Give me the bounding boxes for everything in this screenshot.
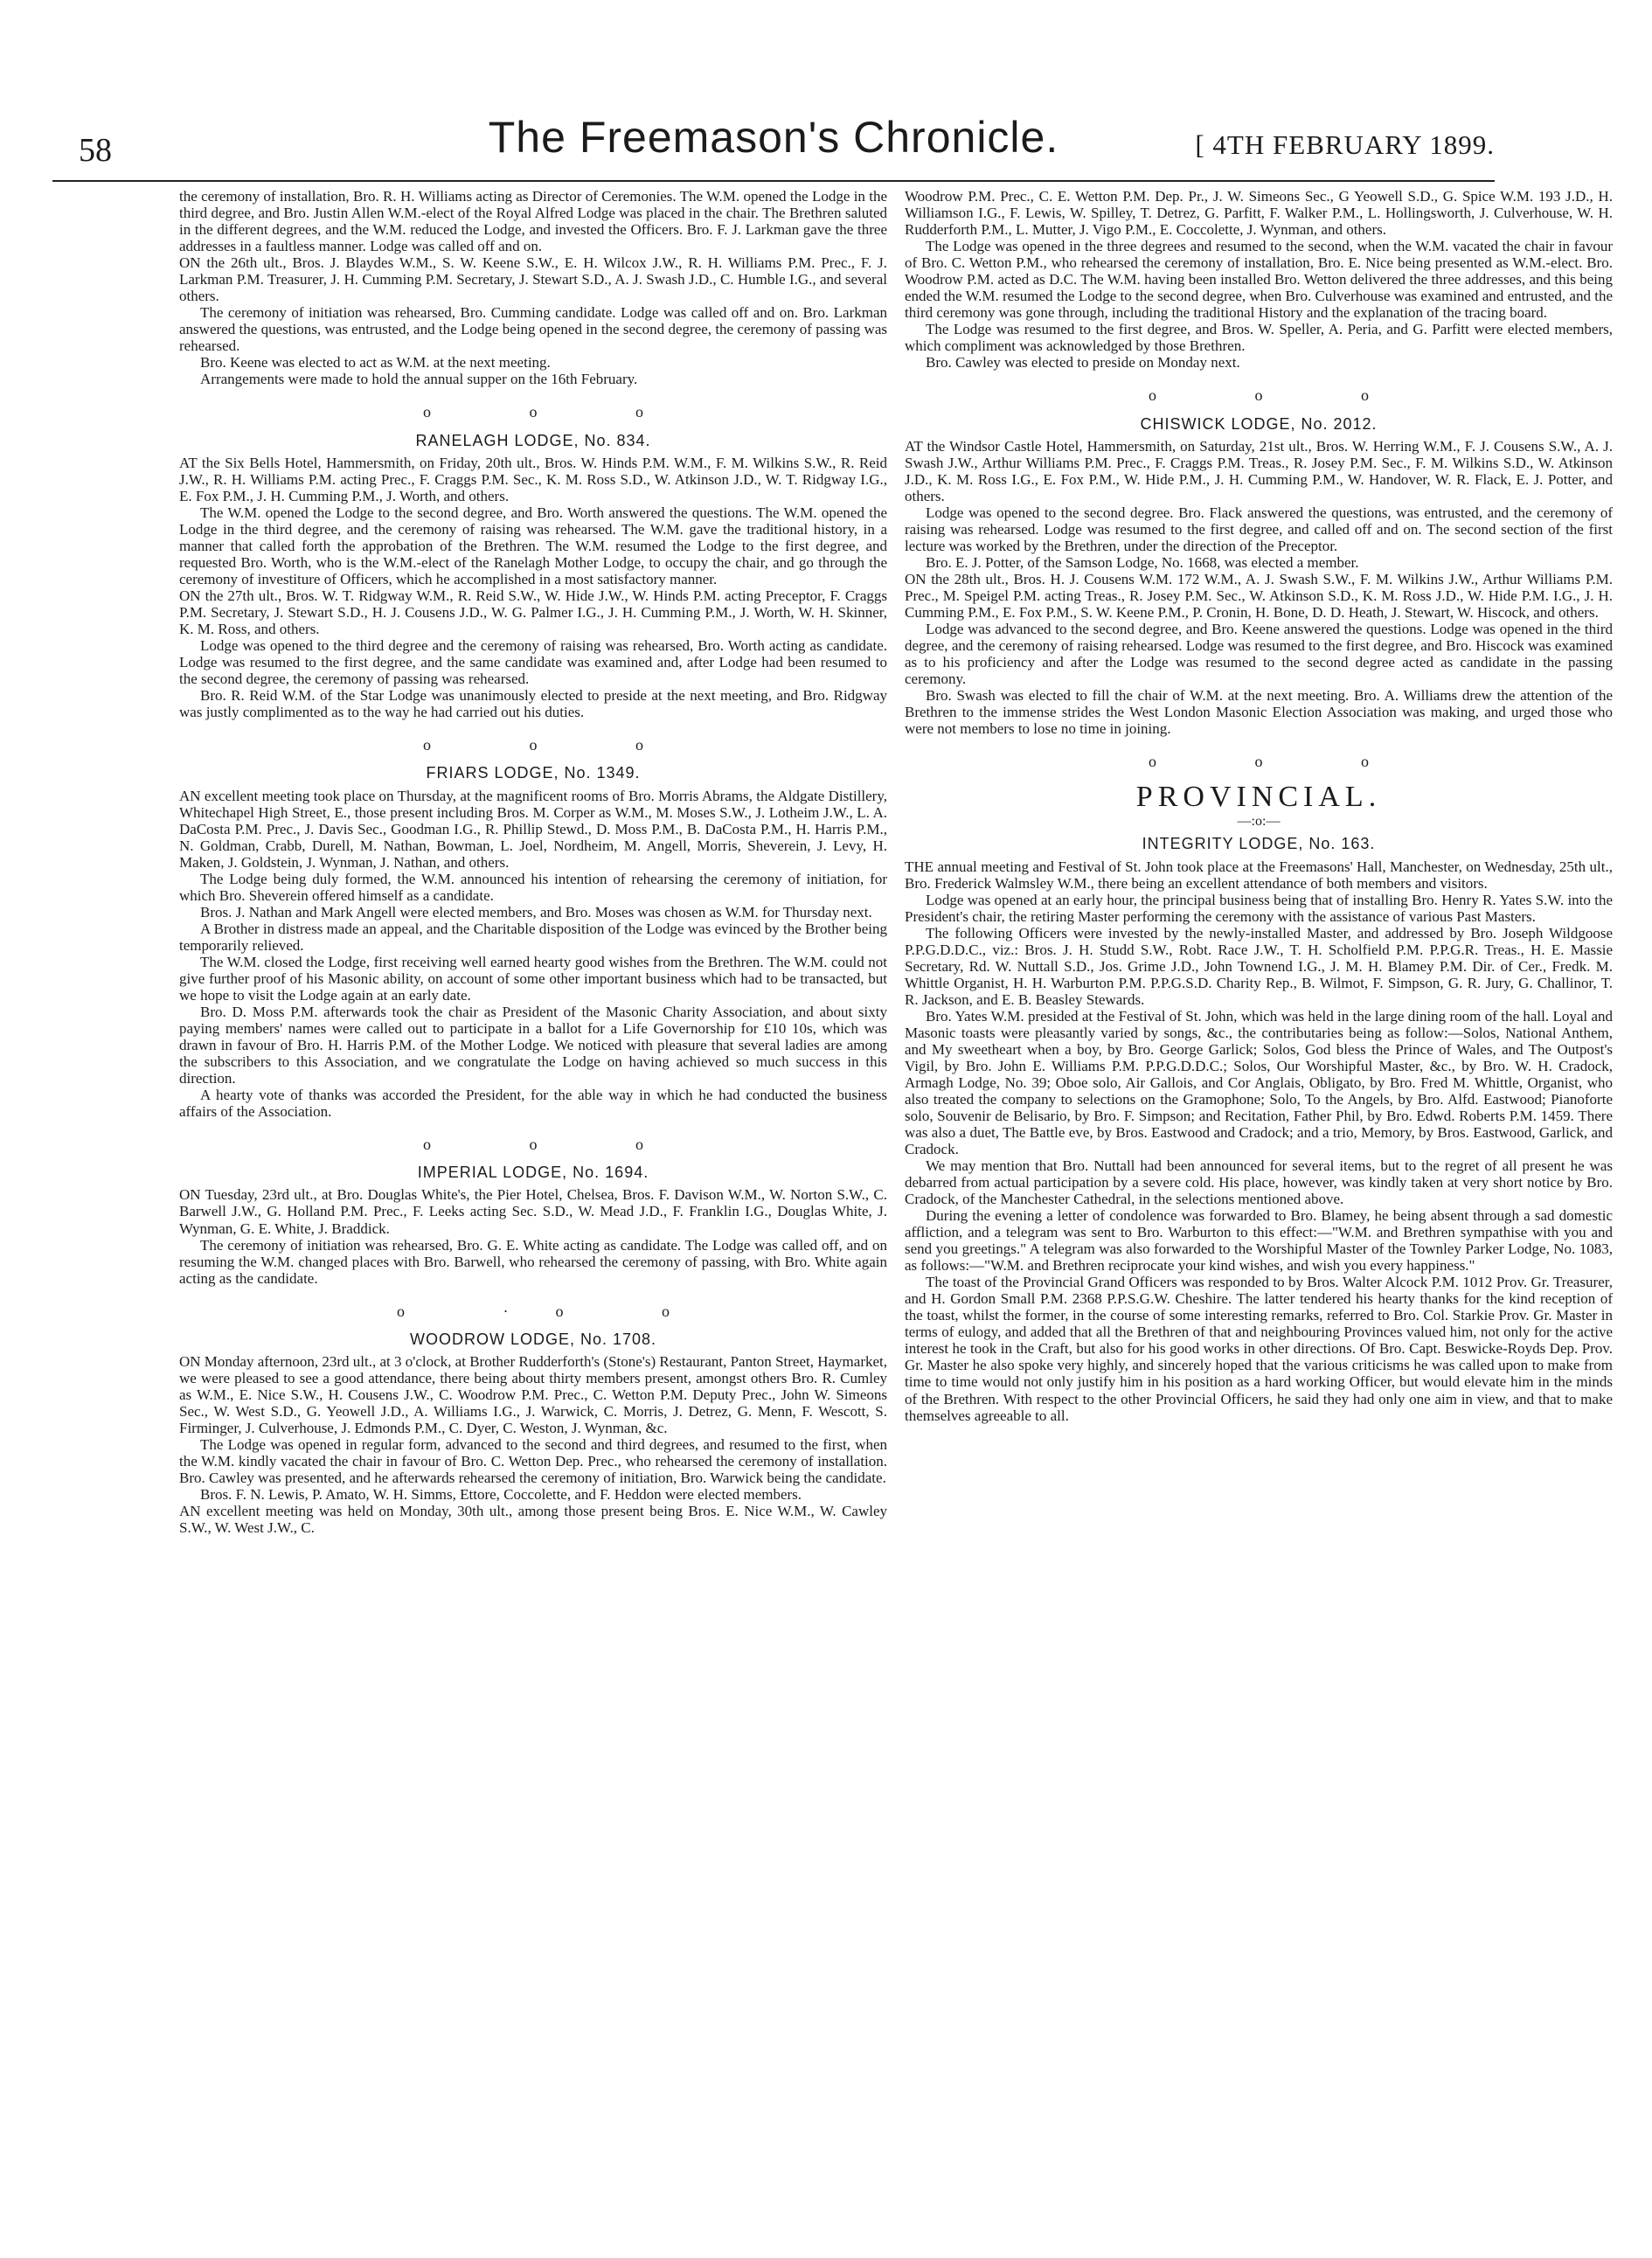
section-separator: o o o (423, 403, 691, 421)
lodge-heading: INTEGRITY LODGE, No. 163. (1142, 835, 1376, 853)
paragraph: Arrangements were made to hold the annual supper on the 16th February. (200, 371, 638, 388)
paragraph: Lodge was opened to the second degree. Bro. Flack answered the questions, was entrusted, and the ceremony of raising was rehearsed. Lodge was resumed to the first degree, and called off and on. The second section of the first lecture was worked by the Brethren, under the direction of the Preceptor. (905, 504, 1613, 554)
right-column (905, 188, 1613, 2181)
paragraph: AT the Windsor Castle Hotel, Hammersmith, on Saturday, 21st ult., Bros. W. Herring W.M., F. J. Cousens S.W., A. J. Swash J.W., Arthur Williams P.M. Prec., F. Craggs P.M. Treas., R. Josey P.M. Sec., F. M. Wilkins S.D., W. Atkinson J.D., K. M. Ross I.G., E. Fox P.M., W. Hide P.M., J. H. Cumming P.M., W. Handover, W. R. Flack, E. J. Potter, and others. (905, 437, 1613, 504)
paragraph: Bro. Swash was elected to fill the chair of W.M. at the next meeting. Bro. A. Williams drew the attention of the Brethren to the immense strides the West London Masonic Election Association was making, and urged those who were not members to lose no time in joining. (905, 687, 1613, 738)
section-separator: o o o (423, 736, 691, 754)
lodge-heading: WOODROW LODGE, No. 1708. (409, 1330, 657, 1348)
paragraph: During the evening a letter of condolence was forwarded to Bro. Blamey, he being absent through a sad domestic affliction, and a telegram was sent to Bro. Warburton to this effect:—"W.M. and Brethren sympathise with you and send you greetings." A telegram was also forwarded to the Worshipful Master of the Townley Parker Lodge, No. 1083, as follows:—"W.M. and Brethren reciprocate your kind wishes, and wish you every happiness." (905, 1207, 1613, 1275)
section-separator: o o o (423, 1136, 691, 1154)
paragraph: Lodge was advanced to the second degree, and Bro. Keene answered the questions. Lodge was opened in the third degree, and the ceremony of raising rehearsed. Lodge was resumed to the first degree, and Bro. Hiscock was examined as to his proficiency and after the Lodge was resumed to the second degree acted as candidate in the passing ceremony. (905, 621, 1613, 688)
ornament-divider: —:o:— (1237, 814, 1281, 830)
paragraph: The Lodge being duly formed, the W.M. announced his intention of rehearsing the ceremony of initiation, for which Bro. Sheverein offered himself as a candidate. (179, 870, 887, 904)
paragraph: The Lodge was resumed to the first degree, and Bros. W. Speller, A. Peria, and G. Parfitt were elected members, which compliment was acknowledged by those Brethren. (905, 321, 1613, 355)
section-title-provincial: PROVINCIAL. (1135, 781, 1382, 814)
paragraph: ON the 28th ult., Bros. H. J. Cousens W.M. 172 W.M., A. J. Swash S.W., F. M. Wilkins J.W., Arthur Williams P.M. Prec., M. Speigel P.M. acting Treas., R. Josey P.M. Sec., W. Atkinson S.D., K. M. Ross J.D., W. Hide P.M. I.G., J. H. Cumming P.M., E. Fox P.M., S. W. Keene P.M., P. Cronin, H. Bone, D. D. Heath, J. Stewart, W. Hiscock, and others. (905, 570, 1613, 621)
page-header (52, 112, 1495, 182)
issue-date: [ 4TH FEBRUARY 1899. (1195, 129, 1495, 160)
paragraph: Bro. Cawley was elected to preside on Monday next. (926, 354, 1240, 372)
paragraph: The Lodge was opened in the three degrees and resumed to the second, when the W.M. vacated the chair in favour of Bro. C. Wetton P.M., who rehearsed the ceremony of installation, Bro. E. Nice being presented as W.M.-elect. Bro. Woodrow P.M. acted as D.C. The W.M. having been installed Bro. Wetton delivered the three addresses, and this being ended the W.M. resumed the Lodge to the second degree, when Bro. Culverhouse was examined and entrusted, and the third ceremony was gone through, including the traditional History and the explanation of the tracing board. (905, 238, 1613, 322)
paragraph: The Lodge was opened in regular form, advanced to the second and third degrees, and resumed to the first, when the W.M. kindly vacated the chair in favour of Bro. C. Wetton Dep. Prec., who rehearsed the ceremony of installation. Bro. Cawley was presented, and he afterwards rehearsed the ceremony of initiation, Bro. Warwick being the candidate. (179, 1436, 887, 1487)
page-number: 58 (79, 132, 112, 169)
paragraph: ON Tuesday, 23rd ult., at Bro. Douglas White's, the Pier Hotel, Chelsea, Bros. F. Davison W.M., W. Norton S.W., C. Barwell J.W., G. Holland P.M. Prec., F. Leeks acting Sec. S.D., W. Mead J.D., F. Franklin I.G., Douglas White, J. Wynman, G. E. White, J. Braddick. (179, 1186, 887, 1237)
paragraph: ON Monday afternoon, 23rd ult., at 3 o'clock, at Brother Rudderforth's (Stone's) Restaurant, Panton Street, Haymarket, we were pleased to see a good attendance, there being about thirty members present, amongst others Bro. R. Cumley as W.M., E. Nice S.W., H. Cousens J.W., C. Woodrow P.M. Prec., C. Wetton P.M. Deputy Prec., John W. Simeons Sec., W. West S.D., G. Yeowell J.D., A. Williams I.G., J. Warwick, C. Morris, J. Detrez, G. Menn, F. Wescott, S. Firminger, J. Culverhouse, J. Edmonds P.M., C. Dyer, C. Weston, J. Wynman, &c. (179, 1352, 887, 1437)
paragraph: The following Officers were invested by the newly-installed Master, and addressed by Bro. Joseph Wildgoose P.P.G.D.D.C., viz.: Bros. J. H. Studd S.W., Robt. Race J.W., T. H. Scholfield P.M. P.P.G.R. Treas., H. E. Massie Secretary, Rd. W. Nuttall S.D., Jos. Grime J.D., John Townend I.G., J. M. H. Blamey P.M. Dir. of Cer., Fredk. M. Whittle Organist, H. H. Warburton P.M. P.P.G.S.D. Charity Rep., B. Wilmot, F. Simpson, G. R. Jury, G. Challinor, T. R. Jackson, and E. B. Beasley Stewards. (905, 924, 1613, 1008)
paragraph: The ceremony of initiation was rehearsed, Bro. G. E. White acting as candidate. The Lodge was called off, and on resuming the W.M. changed places with Bro. Barwell, who rehearsed the ceremony of passing, with Bro. White again acting as the candidate. (179, 1236, 887, 1287)
paragraph: Woodrow P.M. Prec., C. E. Wetton P.M. Dep. Pr., J. W. Simeons Sec., G Yeowell S.D., G. Spice W.M. 193 J.D., H. Williamson I.G., F. Lewis, W. Spilley, T. Detrez, G. Parfitt, F. Walker P.M., L. Hollingsworth, J. Culverhouse, W. H. Rudderforth P.M., L. Mutter, J. Vigo P.M., E. Coccolette, J. Wynman, and others. (905, 188, 1613, 239)
paragraph: Bro. D. Moss P.M. afterwards took the chair as President of the Masonic Charity Association, and about sixty paying members' names were called out to participate in a ballot for a Life Governorship for £10 10s, which was drawn in favour of Bro. H. Harris P.M. of the Mother Lodge. We noticed with pleasure that several ladies are among the subscribers to this Association, and we congratulate the Lodge on having achieved so much success in this direction. (179, 1003, 887, 1087)
paragraph: Bro. Keene was elected to act as W.M. at the next meeting. (200, 354, 551, 372)
paragraph: A Brother in distress made an appeal, and the Charitable disposition of the Lodge was evinced by the Brother being temporarily relieved. (179, 920, 887, 954)
lodge-heading: RANELAGH LODGE, No. 834. (415, 431, 651, 449)
left-column (179, 188, 887, 2181)
section-separator: o o o (1149, 753, 1416, 771)
section-separator: o o o (1149, 386, 1416, 405)
header-rule (52, 180, 1495, 182)
lodge-heading: IMPERIAL LODGE, No. 1694. (417, 1164, 649, 1182)
paragraph: We may mention that Bro. Nuttall had been announced for several items, but to the regret of all present he was debarred from actual participation by a severe cold. His place, however, was kindly taken at very short notice by Bro. Cradock, of the Manchester Cathedral, in the selections mentioned above. (905, 1157, 1613, 1208)
paragraph: The toast of the Provincial Grand Officers was responded to by Bros. Walter Alcock P.M. 1012 Prov. Gr. Treasurer, and H. Gordon Small P.M. 2368 P.P.S.G.W. Cheshire. The latter tendered his hearty thanks for the kind reception of the toast, whilst the former, in the course of some interesting remarks, referred to Bro. Col. Starkie Prov. Gr. Master in terms of eulogy, and added that all the Brethren of that and neighbouring Provinces valued him, not only for the active interest he took in the Craft, but also for his good works in other directions. Of Bro. Capt. Beswicke-Royds Dep. Prov. Gr. Master he also spoke very highly, and sincerely hoped that the various criticisms he was called upon to make from time to time would not only justify him in his position as a hard working Officer, but would elevate him in the minds of the Brethren. With respect to the other Provincial Officers, he said they had only one aim in view, and that to make themselves agreeable to all. (905, 1274, 1613, 1424)
lodge-heading: FRIARS LODGE, No. 1349. (426, 764, 641, 782)
paragraph: AN excellent meeting took place on Thursday, at the magnificent rooms of Bro. Morris Abrams, the Aldgate Distillery, Whitechapel High Street, E., those present including Bros. M. Corper as W.M., M. Moses S.W., J. Lotheim J.W., L. A. DaCosta P.M. Prec., J. Davis Sec., Goodman I.G., R. Phillip Stewd., D. Moss P.M., B. DaCosta P.M., H. Harris P.M., N. Goldman, Crabb, Durell, M. Nathan, Bowman, L. Joel, Nordheim, M. Angell, Morris, Sheverein, J. Levy, H. Maken, J. Goldstein, J. Wynman, J. Nathan, and others. (179, 787, 887, 871)
paragraph: AN excellent meeting was held on Monday, 30th ult., among those present being Bros. E. Nice W.M., W. Cawley S.W., W. West J.W., C. (179, 1503, 887, 1537)
paragraph: Bro. R. Reid W.M. of the Star Lodge was unanimously elected to preside at the next meeting, and Bro. Ridgway was justly complimented as to the way he had carried out his duties. (179, 687, 887, 721)
paragraph: the ceremony of installation, Bro. R. H. Williams acting as Director of Ceremonies. The W.M. opened the Lodge in the third degree, and Bro. Justin Allen W.M.-elect of the Royal Alfred Lodge was placed in the chair. The Brethren saluted in the different degrees, and the W.M. reduced the Lodge, and invested the Officers. Bro. F. J. Larkman gave the three addresses in a faultless manner. Lodge was called off and on. (179, 188, 887, 255)
paragraph: Bros. J. Nathan and Mark Angell were elected members, and Bro. Moses was chosen as W.M. for Thursday next. (200, 903, 872, 921)
paragraph: Lodge was opened to the third degree and the ceremony of raising was rehearsed, Bro. Worth acting as candidate. Lodge was resumed to the first degree, and the same candidate was examined and, after Lodge had been resumed to the second degree, the ceremony of passing was rehearsed. (179, 637, 887, 688)
masthead-title: The Freemason's Chronicle. (488, 113, 1059, 162)
paragraph: Lodge was opened at an early hour, the principal business being that of installing Bro. Henry R. Yates S.W. into the President's chair, the retiring Master performing the ceremony with the assistance of various Past Masters. (905, 891, 1613, 925)
paragraph: The W.M. closed the Lodge, first receiving well earned hearty good wishes from the Brethren. The W.M. could not give further proof of his Masonic ability, on account of some other important business which had to be transacted, but we hope to visit the Lodge again at an early date. (179, 953, 887, 1004)
paragraph: Bro. E. J. Potter, of the Samson Lodge, No. 1668, was elected a member. (926, 553, 1359, 571)
section-separator: o ·o o (397, 1302, 717, 1320)
paragraph: ON the 27th ult., Bros. W. T. Ridgway W.M., R. Reid S.W., W. Hide J.W., W. Hinds P.M. acting Preceptor, F. Craggs P.M. Secretary, J. Stewart S.D., H. J. Cousens J.D., W. G. Palmer I.G., J. H. Cumming P.M., J. Worth, W. H. Skinner, K. M. Ross, and others. (179, 587, 887, 637)
paragraph: A hearty vote of thanks was accorded the President, for the able way in which he had conducted the business affairs of the Association. (179, 1087, 887, 1121)
paragraph: ON the 26th ult., Bros. J. Blaydes W.M., S. W. Keene S.W., E. H. Wilcox J.W., R. H. Williams P.M. Prec., F. J. Larkman P.M. Treasurer, J. H. Cumming P.M. Secretary, J. Stewart S.D., A. J. Swash J.D., C. Humble I.G., and several others. (179, 254, 887, 305)
lodge-heading: CHISWICK LODGE, No. 2012. (1140, 414, 1378, 433)
paragraph: THE annual meeting and Festival of St. John took place at the Freemasons' Hall, Manchester, on Wednesday, 25th ult., Bro. Frederick Walmsley W.M., there being an excellent attendance of both members and visitors. (905, 858, 1613, 892)
paragraph: Bro. Yates W.M. presided at the Festival of St. John, which was held in the large dining room of the hall. Loyal and Masonic toasts were pleasantly varied by songs, &c., the contributaries being as follow:—Solos, National Anthem, and My sweetheart when a boy, by Bro. George Garlick; Solos, God bless the Prince of Wales, and The Outpost's Vigil, by Bro. John E. Williams P.M. P.P.G.D.D.C.; Solos, Our Worshipful Master, &c., by Bro. W. H. Cradock, Armagh Lodge, No. 39; Oboe solo, Air Gallois, and Cor Anglais, Obligato, by Bro. Fred M. Whittle, Organist, who also treated the company to selections on the Gramophone; Solo, To the Angels, by Bro. Alfd. Eastwood; Pianoforte solo, Souvenir de Belisario, by Bro. F. Simpson; and Recitation, Father Phil, by Bro. Edwd. Roberts P.M. 1459. There was also a duet, The Battle eve, by Bros. Eastwood and Cradock; and a trio, Memory, by Bros. Eastwood, Garlick, and Cradock. (905, 1007, 1613, 1158)
paragraph: AT the Six Bells Hotel, Hammersmith, on Friday, 20th ult., Bros. W. Hinds P.M. W.M., F. M. Wilkins S.W., R. Reid J.W., R. H. Williams P.M. acting Prec., F. Craggs P.M. Sec., K. M. Ross S.D., W. Atkinson J.D., W. T. Ridgway I.G., E. Fox P.M., J. H. Cumming P.M., J. Worth, and others. (179, 454, 887, 504)
paragraph: Bros. F. N. Lewis, P. Amato, W. H. Simms, Ettore, Coccolette, and F. Heddon were elected members. (200, 1486, 802, 1504)
paragraph: The W.M. opened the Lodge to the second degree, and Bro. Worth answered the questions. The W.M. opened the Lodge in the third degree, and the ceremony of raising was rehearsed. The W.M. gave the traditional history, in a manner that called forth the approbation of the Brethren. The W.M. resumed the Lodge to the first degree, and requested Bro. Worth, who is the W.M.-elect of the Ranelagh Mother Lodge, to occupy the chair, and go through the ceremony of investiture of Officers, which he accomplished in a most satisfactory manner. (179, 504, 887, 587)
paragraph: The ceremony of initiation was rehearsed, Bro. Cumming candidate. Lodge was called off and on. Bro. Larkman answered the questions, was entrusted, and the Lodge being opened in the second degree, the ceremony of passing was rehearsed. (179, 304, 887, 355)
